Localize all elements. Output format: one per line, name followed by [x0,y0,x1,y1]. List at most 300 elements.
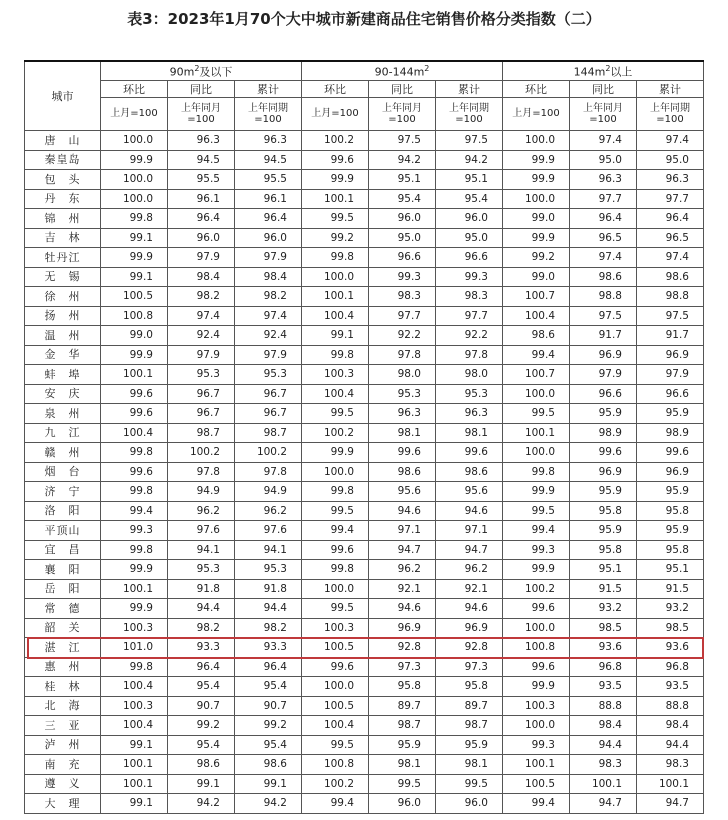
table-row [25,170,704,190]
value-cell: 95.9 [637,482,704,502]
value-cell: 99.4 [101,501,168,521]
city-cell: 泉 州 [25,404,101,424]
value-cell: 88.8 [637,696,704,716]
value-cell: 96.3 [168,131,235,151]
value-cell: 94.9 [168,482,235,502]
value-cell: 99.6 [302,540,369,560]
value-cell: 100.4 [302,384,369,404]
value-cell: 97.8 [168,462,235,482]
value-cell: 96.4 [235,657,302,677]
value-cell: 97.1 [436,521,503,541]
city-cell: 三 亚 [25,716,101,736]
value-cell: 99.9 [101,248,168,268]
sub-header: 环比 [302,81,369,98]
value-cell: 91.7 [637,326,704,346]
table-row [25,423,704,443]
value-cell: 98.6 [168,755,235,775]
value-cell: 100.0 [101,131,168,151]
value-cell: 94.7 [369,540,436,560]
value-cell: 99.3 [436,267,503,287]
value-cell: 95.6 [369,482,436,502]
sub-header: 同比 [369,81,436,98]
city-cell: 丹 东 [25,189,101,209]
value-cell: 100.3 [503,696,570,716]
value-cell: 95.0 [637,150,704,170]
table-row [25,462,704,482]
value-cell: 99.1 [168,774,235,794]
value-cell: 97.4 [637,248,704,268]
value-cell: 95.9 [637,404,704,424]
value-cell: 95.4 [168,677,235,697]
value-cell: 98.8 [570,287,637,307]
value-cell: 99.4 [503,345,570,365]
base-header: 上月=100 [101,98,168,131]
value-cell: 95.1 [369,170,436,190]
value-cell: 97.6 [168,521,235,541]
value-cell: 100.4 [302,306,369,326]
value-cell: 98.7 [235,423,302,443]
city-cell: 宜 昌 [25,540,101,560]
value-cell: 95.0 [436,228,503,248]
value-cell: 98.6 [369,462,436,482]
value-cell: 99.9 [101,150,168,170]
city-cell: 赣 州 [25,443,101,463]
value-cell: 97.4 [637,131,704,151]
value-cell: 96.0 [436,794,503,814]
group-header-medium: $90-144m^2$ [302,61,503,81]
value-cell: 98.2 [235,618,302,638]
value-cell: 95.8 [570,501,637,521]
value-cell: 97.5 [436,131,503,151]
value-cell: 95.8 [369,677,436,697]
value-cell: 100.0 [302,267,369,287]
value-cell: 99.4 [302,521,369,541]
table-row [25,560,704,580]
value-cell: 99.8 [101,540,168,560]
value-cell: 95.0 [570,150,637,170]
city-cell: 韶 关 [25,618,101,638]
value-cell: 94.1 [168,540,235,560]
value-cell: 99.6 [570,443,637,463]
city-cell: 北 海 [25,696,101,716]
table-row [25,189,704,209]
value-cell: 93.3 [168,638,235,658]
value-cell: 99.5 [369,774,436,794]
value-cell: 99.8 [101,657,168,677]
value-cell: 99.0 [503,267,570,287]
sub-header: 同比 [168,81,235,98]
value-cell: 100.1 [302,287,369,307]
table-row [25,755,704,775]
value-cell: 95.9 [570,404,637,424]
value-cell: 95.4 [168,735,235,755]
value-cell: 95.3 [436,384,503,404]
value-cell: 100.0 [101,170,168,190]
value-cell: 97.5 [637,306,704,326]
value-cell: 100.1 [637,774,704,794]
value-cell: 99.9 [101,345,168,365]
value-cell: 97.4 [168,306,235,326]
value-cell: 92.2 [369,326,436,346]
value-cell: 96.8 [570,657,637,677]
value-cell: 98.5 [570,618,637,638]
value-cell: 101.0 [101,638,168,658]
table-row [25,482,704,502]
value-cell: 95.5 [235,170,302,190]
table-row [25,638,704,658]
value-cell: 96.5 [570,228,637,248]
price-index-table [24,60,704,814]
value-cell: 96.1 [235,189,302,209]
value-cell: 98.0 [436,365,503,385]
value-cell: 100.8 [302,755,369,775]
value-cell: 93.5 [637,677,704,697]
city-cell: 惠 州 [25,657,101,677]
city-cell: 扬 州 [25,306,101,326]
table-row [25,306,704,326]
value-cell: 96.7 [235,404,302,424]
value-cell: 100.1 [570,774,637,794]
base-header: 上年同月=100 [570,98,637,131]
value-cell: 97.5 [570,306,637,326]
value-cell: 91.8 [235,579,302,599]
table-row [25,579,704,599]
value-cell: 96.1 [168,189,235,209]
sub-header: 累计 [235,81,302,98]
sub-header: 同比 [570,81,637,98]
value-cell: 96.7 [235,384,302,404]
value-cell: 100.0 [302,462,369,482]
value-cell: 96.9 [369,618,436,638]
value-cell: 96.4 [168,657,235,677]
value-cell: 96.9 [637,345,704,365]
value-cell: 96.6 [637,384,704,404]
value-cell: 100.5 [503,774,570,794]
table-row [25,287,704,307]
value-cell: 91.5 [637,579,704,599]
value-cell: 95.4 [235,677,302,697]
value-cell: 98.6 [503,326,570,346]
value-cell: 98.2 [168,287,235,307]
value-cell: 99.6 [503,657,570,677]
value-cell: 100.8 [503,638,570,658]
value-cell: 98.3 [570,755,637,775]
value-cell: 94.7 [436,540,503,560]
value-cell: 97.6 [235,521,302,541]
value-cell: 100.0 [503,384,570,404]
city-cell: 襄 阳 [25,560,101,580]
city-cell: 九 江 [25,423,101,443]
value-cell: 99.9 [503,150,570,170]
group-header-large: $144m^2$以上 [503,61,704,81]
value-cell: 96.3 [436,404,503,424]
value-cell: 93.6 [637,638,704,658]
value-cell: 98.7 [436,716,503,736]
value-cell: 99.8 [101,482,168,502]
value-cell: 100.0 [503,443,570,463]
value-cell: 96.3 [637,170,704,190]
value-cell: 96.2 [436,560,503,580]
value-cell: 100.2 [302,423,369,443]
value-cell: 94.2 [436,150,503,170]
value-cell: 98.1 [369,755,436,775]
value-cell: 98.0 [369,365,436,385]
value-cell: 96.3 [235,131,302,151]
city-cell: 遵 义 [25,774,101,794]
base-header: 上年同期=100 [637,98,704,131]
value-cell: 100.0 [503,189,570,209]
value-cell: 95.1 [436,170,503,190]
value-cell: 95.0 [369,228,436,248]
value-cell: 99.9 [101,599,168,619]
table-row [25,735,704,755]
value-cell: 98.5 [637,618,704,638]
value-cell: 91.7 [570,326,637,346]
table-row [25,443,704,463]
value-cell: 94.6 [369,599,436,619]
value-cell: 97.3 [436,657,503,677]
city-cell: 南 充 [25,755,101,775]
city-cell: 锦 州 [25,209,101,229]
value-cell: 95.8 [637,540,704,560]
city-cell: 平顶山 [25,521,101,541]
value-cell: 91.5 [570,579,637,599]
value-cell: 99.2 [302,228,369,248]
value-cell: 99.1 [235,774,302,794]
value-cell: 96.2 [235,501,302,521]
value-cell: 99.6 [101,404,168,424]
value-cell: 96.6 [369,248,436,268]
value-cell: 99.9 [503,170,570,190]
value-cell: 98.1 [369,423,436,443]
value-cell: 93.2 [570,599,637,619]
value-cell: 100.2 [503,579,570,599]
value-cell: 94.6 [436,501,503,521]
value-cell: 99.5 [302,501,369,521]
value-cell: 100.1 [503,755,570,775]
value-cell: 99.4 [302,794,369,814]
value-cell: 99.9 [302,170,369,190]
value-cell: 99.1 [101,228,168,248]
value-cell: 93.5 [570,677,637,697]
value-cell: 95.9 [369,735,436,755]
value-cell: 97.5 [369,131,436,151]
value-cell: 99.5 [302,735,369,755]
value-cell: 100.3 [302,618,369,638]
value-cell: 100.0 [302,677,369,697]
value-cell: 99.1 [101,735,168,755]
city-cell: 烟 台 [25,462,101,482]
city-cell: 吉 林 [25,228,101,248]
value-cell: 94.6 [369,501,436,521]
city-cell: 济 宁 [25,482,101,502]
value-cell: 100.5 [302,638,369,658]
value-cell: 98.4 [235,267,302,287]
city-column-header: 城市 [25,61,101,131]
value-cell: 99.1 [101,794,168,814]
value-cell: 100.2 [302,131,369,151]
value-cell: 100.2 [235,443,302,463]
city-cell: 湛 江 [25,638,101,658]
value-cell: 94.7 [637,794,704,814]
value-cell: 100.5 [302,696,369,716]
value-cell: 99.8 [302,482,369,502]
table-row [25,716,704,736]
value-cell: 94.4 [168,599,235,619]
value-cell: 99.5 [302,599,369,619]
value-cell: 95.4 [369,189,436,209]
value-cell: 94.7 [570,794,637,814]
value-cell: 100.1 [302,189,369,209]
value-cell: 96.6 [436,248,503,268]
value-cell: 92.1 [436,579,503,599]
group-header-small: $90m^2$及以下 [101,61,302,81]
base-header: 上月=100 [503,98,570,131]
value-cell: 99.8 [503,462,570,482]
value-cell: 97.9 [235,248,302,268]
value-cell: 98.6 [436,462,503,482]
value-cell: 96.4 [570,209,637,229]
value-cell: 99.0 [101,326,168,346]
value-cell: 94.9 [235,482,302,502]
value-cell: 99.5 [503,501,570,521]
value-cell: 100.1 [503,423,570,443]
city-cell: 泸 州 [25,735,101,755]
value-cell: 97.9 [637,365,704,385]
city-cell: 包 头 [25,170,101,190]
value-cell: 95.3 [168,560,235,580]
value-cell: 97.4 [570,248,637,268]
value-cell: 100.1 [101,774,168,794]
value-cell: 95.9 [637,521,704,541]
value-cell: 100.0 [101,189,168,209]
value-cell: 100.1 [101,755,168,775]
value-cell: 99.3 [101,521,168,541]
value-cell: 100.3 [302,365,369,385]
value-cell: 95.3 [235,560,302,580]
value-cell: 95.3 [235,365,302,385]
table-row [25,774,704,794]
value-cell: 97.4 [235,306,302,326]
value-cell: 100.4 [101,716,168,736]
table-row [25,677,704,697]
value-cell: 99.9 [503,677,570,697]
value-cell: 96.7 [168,404,235,424]
value-cell: 99.9 [503,228,570,248]
value-cell: 94.4 [570,735,637,755]
value-cell: 97.9 [168,345,235,365]
value-cell: 100.8 [101,306,168,326]
value-cell: 99.8 [302,560,369,580]
value-cell: 94.6 [436,599,503,619]
value-cell: 99.6 [369,443,436,463]
value-cell: 100.0 [503,131,570,151]
value-cell: 90.7 [168,696,235,716]
value-cell: 99.2 [235,716,302,736]
value-cell: 97.9 [168,248,235,268]
value-cell: 96.0 [436,209,503,229]
table-row [25,384,704,404]
value-cell: 98.3 [369,287,436,307]
value-cell: 100.0 [503,618,570,638]
value-cell: 95.9 [570,521,637,541]
value-cell: 100.5 [101,287,168,307]
value-cell: 97.3 [369,657,436,677]
value-cell: 94.4 [235,599,302,619]
value-cell: 98.7 [168,423,235,443]
table-title: 表3：2023年1月70个大中城市新建商品住宅销售价格分类指数（二） [127,10,601,28]
value-cell: 99.4 [503,521,570,541]
value-cell: 96.0 [168,228,235,248]
value-cell: 98.6 [570,267,637,287]
value-cell: 99.9 [101,560,168,580]
value-cell: 99.6 [436,443,503,463]
value-cell: 97.8 [436,345,503,365]
city-cell: 蚌 埠 [25,365,101,385]
value-cell: 99.2 [168,716,235,736]
value-cell: 97.9 [235,345,302,365]
value-cell: 92.4 [168,326,235,346]
table-row [25,501,704,521]
value-cell: 96.5 [637,228,704,248]
value-cell: 98.1 [436,423,503,443]
value-cell: 96.9 [436,618,503,638]
table-row [25,404,704,424]
value-cell: 89.7 [436,696,503,716]
value-cell: 96.3 [570,170,637,190]
value-cell: 94.4 [637,735,704,755]
table-row [25,228,704,248]
value-cell: 99.6 [302,150,369,170]
value-cell: 98.4 [570,716,637,736]
value-cell: 97.4 [570,131,637,151]
value-cell: 98.9 [637,423,704,443]
value-cell: 92.8 [369,638,436,658]
city-cell: 唐 山 [25,131,101,151]
value-cell: 99.6 [503,599,570,619]
value-cell: 89.7 [369,696,436,716]
value-cell: 99.0 [503,209,570,229]
value-cell: 100.3 [101,618,168,638]
value-cell: 95.8 [570,540,637,560]
value-cell: 99.6 [302,657,369,677]
value-cell: 97.8 [369,345,436,365]
value-cell: 99.3 [503,735,570,755]
value-cell: 96.4 [235,209,302,229]
table-row [25,540,704,560]
value-cell: 99.1 [101,267,168,287]
value-cell: 92.1 [369,579,436,599]
value-cell: 96.8 [637,657,704,677]
table-row [25,209,704,229]
table-row [25,696,704,716]
value-cell: 100.4 [101,423,168,443]
table-row [25,150,704,170]
value-cell: 96.0 [235,228,302,248]
sub-header: 累计 [637,81,704,98]
value-cell: 95.1 [637,560,704,580]
value-cell: 99.5 [503,404,570,424]
value-cell: 97.7 [369,306,436,326]
value-cell: 99.9 [503,560,570,580]
value-cell: 96.4 [637,209,704,229]
value-cell: 99.3 [369,267,436,287]
value-cell: 96.7 [168,384,235,404]
table-row [25,365,704,385]
table-row [25,657,704,677]
value-cell: 96.9 [570,345,637,365]
table-row [25,521,704,541]
